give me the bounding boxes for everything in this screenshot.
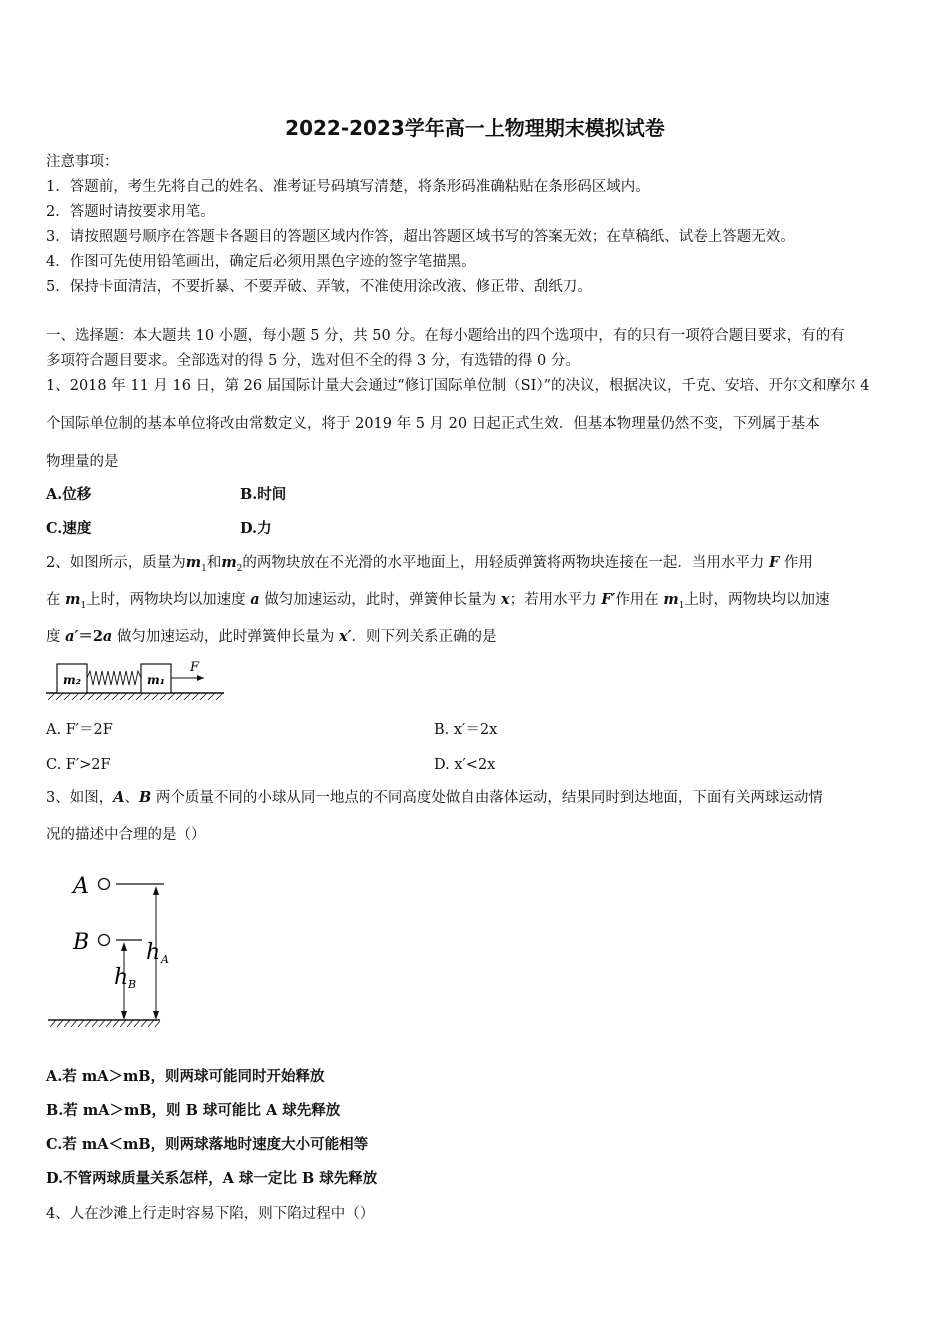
q2-text: ；若用水平力 <box>509 592 597 608</box>
force-label: F <box>190 660 200 675</box>
notice-item-4: 4．作图可先使用铅笔画出，确定后必须用黑色字迹的签字笔描黑。 <box>46 254 476 270</box>
q4-line-1: 4、人在沙滩上行走时容易下陷，则下陷过程中（） <box>46 1206 375 1222</box>
notice-item-2: 2．答题时请按要求用笔。 <box>46 204 215 220</box>
q1-option-d[interactable]: D.力 <box>240 520 272 537</box>
q2-var: m <box>65 591 81 608</box>
q2-line-1 <box>46 553 813 579</box>
q1-line-1: 1、2018 年 11 月 16 日，第 26 届国际计量大会通过“修订国际单位制（SI）”的决议，根据决议，千克、安培、开尔文和摩尔 4 <box>46 378 870 394</box>
q2-line-2 <box>46 590 830 616</box>
ground-hatch <box>50 1020 160 1027</box>
ground-hatch <box>48 693 223 700</box>
q2-spring-figure <box>44 656 226 706</box>
hb-label-sub: B <box>128 978 137 991</box>
q2-text: 做匀加速运动，此时弹簧伸长量为 <box>116 629 335 645</box>
q2-var: m <box>663 591 679 608</box>
ball-b-label: B <box>73 930 90 955</box>
q3-line-1 <box>46 788 823 808</box>
q2-sub: 1 <box>201 563 207 574</box>
ha-label-sub: A <box>161 953 169 966</box>
q2-var: x′ <box>339 628 352 645</box>
page-title: 2022-2023学年高一上物理期末模拟试卷 <box>285 116 665 140</box>
ball-a-label: A <box>73 874 89 899</box>
q2-text: ＝2 <box>78 628 103 645</box>
q2-text: 2、如图所示，质量为 <box>46 555 186 571</box>
section-intro-line-1: 一、选择题：本大题共 10 小题，每小题 5 分，共 50 分。在每小题给出的四个选项中，有的只有一项符合题目要求，有的有 <box>46 328 845 344</box>
q1-option-a[interactable]: A.位移 <box>46 486 92 503</box>
notice-heading: 注意事项： <box>46 154 119 170</box>
q2-text: 上时，两物块均以加速 <box>684 592 830 608</box>
block-m2-label: m₂ <box>63 673 81 687</box>
q2-option-c[interactable]: C. F′>2F <box>46 757 111 773</box>
q2-text: 的两物块放在不光滑的水平地面上，用轻质弹簧将两物块连接在一起．当用水平力 <box>242 555 765 571</box>
q3-option-a[interactable]: A.若 mA＞mB，则两球可能同时开始释放 <box>46 1068 325 1085</box>
q3-option-c[interactable]: C.若 mA＜mB，则两球落地时速度大小可能相等 <box>46 1136 369 1153</box>
q1-line-2: 个国际单位制的基本单位将改由常数定义，将于 2019 年 5 月 20 日起正式生效．但基本物理量仍然不变，下列属于基本 <box>46 416 820 432</box>
q1-option-b[interactable]: B.时间 <box>240 486 287 503</box>
q2-var: a <box>102 628 113 645</box>
q2-sub: 1 <box>678 600 685 611</box>
q1-line-3: 物理量的是 <box>46 454 119 470</box>
q2-text: ．则下列关系正确的是 <box>351 629 497 645</box>
q3-var: B <box>139 789 152 806</box>
q2-var: F <box>769 554 780 571</box>
q2-text: 度 <box>46 629 61 645</box>
ha-label: h <box>146 940 161 965</box>
q1-option-c[interactable]: C.速度 <box>46 520 92 537</box>
q2-var: x <box>500 591 510 608</box>
q2-text: 上时，两物块均以加速度 <box>86 592 246 608</box>
notice-item-1: 1．答题前，考生先将自己的姓名、准考证号码填写清楚，将条形码准确粘贴在条形码区域内。 <box>46 179 650 195</box>
q2-sub: 2 <box>236 563 243 574</box>
q3-text: 两个质量不同的小球从同一地点的不同高度处做自由落体运动，结果同时到达地面，下面有关两球运动情 <box>155 790 823 806</box>
q2-text: 做匀加速运动，此时，弹簧伸长量为 <box>264 592 497 608</box>
q3-line-2: 况的描述中合理的是（） <box>46 827 206 843</box>
block-m1-label: m₁ <box>147 673 165 687</box>
ha-arrowhead-up <box>153 886 159 895</box>
q3-text: 3、如图， <box>46 790 114 806</box>
q2-var: a <box>250 591 260 608</box>
hb-arrowhead-up <box>121 942 127 951</box>
ha-arrowhead-down <box>153 1011 159 1020</box>
q3-option-d[interactable]: D.不管两球质量关系怎样，A 球一定比 B 球先释放 <box>46 1170 378 1187</box>
q2-text: 作用 <box>783 555 813 571</box>
q3-free-fall-figure <box>46 866 176 1032</box>
section-intro-line-2: 多项符合题目要求。全部选对的得 5 分，选对但不全的得 3 分，有选错的得 0 分。 <box>46 353 580 369</box>
q2-var: m <box>185 554 202 571</box>
q3-text: 、 <box>124 790 139 806</box>
q2-sub: 1 <box>80 600 87 611</box>
q2-line-3 <box>46 627 497 647</box>
notice-item-5: 5．保持卡面清洁，不要折暴、不要弄破、弄皱，不准使用涂改液、修正带、刮纸刀。 <box>46 279 592 295</box>
q3-option-b[interactable]: B.若 mA＞mB，则 B 球可能比 A 球先释放 <box>46 1102 341 1119</box>
hb-arrowhead-down <box>121 1011 127 1020</box>
spring <box>87 671 141 685</box>
q2-var: F′ <box>601 591 616 608</box>
q2-var: m <box>221 554 237 571</box>
q2-option-a[interactable]: A. F′＝2F <box>46 722 113 738</box>
q2-text: 和 <box>206 555 222 571</box>
q2-var: a′ <box>65 628 79 645</box>
q2-text: 在 <box>46 592 61 608</box>
q3-var: A <box>113 789 125 806</box>
force-arrowhead <box>197 675 204 681</box>
ball-b <box>99 935 110 946</box>
q2-text: 作用在 <box>615 592 659 608</box>
q2-option-d[interactable]: D. x′<2x <box>434 757 496 773</box>
q2-option-b[interactable]: B. x′＝2x <box>434 722 498 738</box>
hb-label: h <box>114 965 129 990</box>
notice-item-3: 3．请按照题号顺序在答题卡各题目的答题区域内作答，超出答题区域书写的答案无效；在草稿纸、试卷上答题无效。 <box>46 229 795 245</box>
ball-a <box>99 879 110 890</box>
